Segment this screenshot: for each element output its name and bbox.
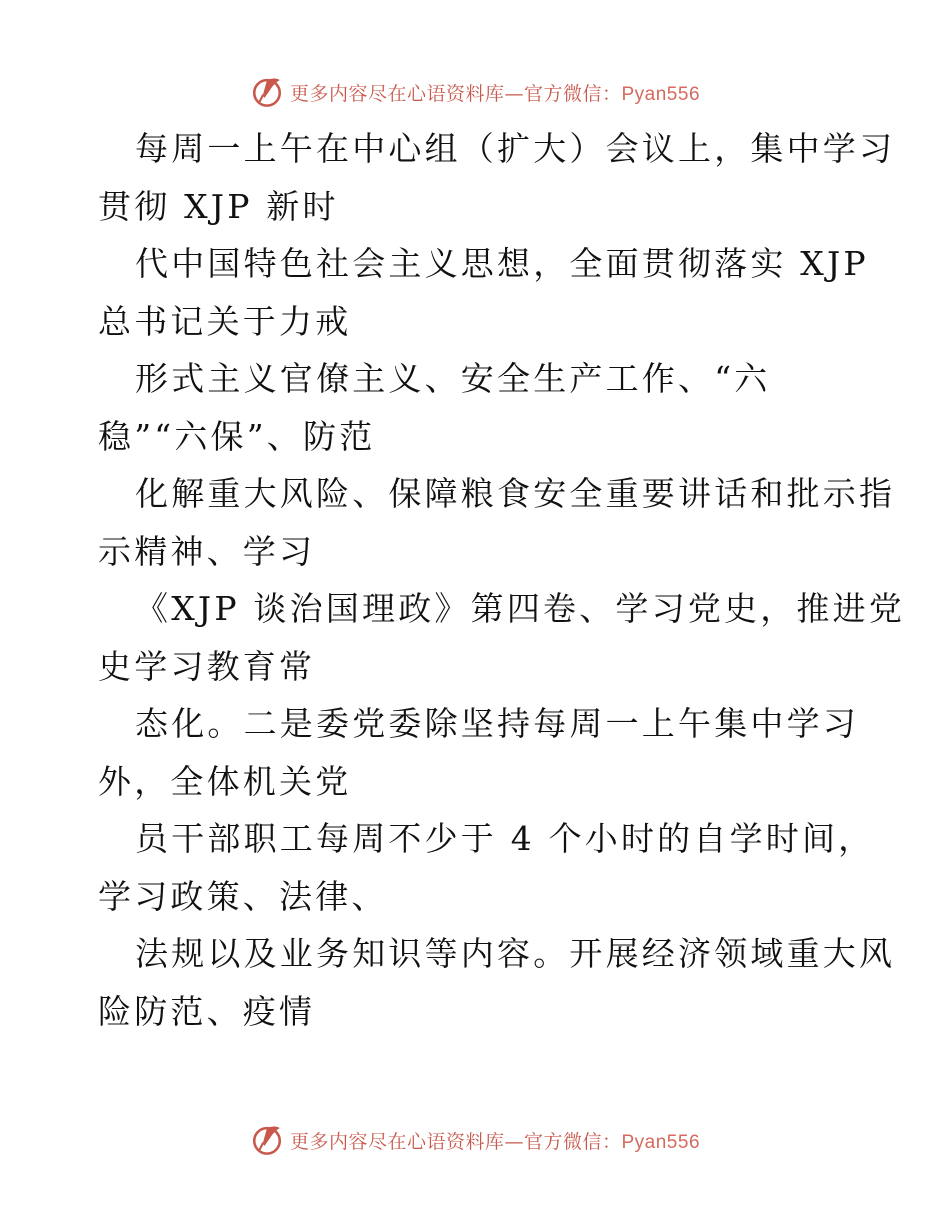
body-line: 稳”“六保”、防范 <box>98 416 376 456</box>
watermark-text <box>290 79 700 106</box>
watermark-account: Pyan556 <box>621 1131 701 1153</box>
body-line: 史学习教育常 <box>98 646 316 686</box>
body-line: 外，全体机关党 <box>98 761 352 801</box>
body-line: 代中国特色社会主义思想，全面贯彻落实 XJP <box>135 244 869 283</box>
watermark-text <box>290 1127 700 1154</box>
body-line: 学习政策、法律、 <box>98 876 388 916</box>
body-line: 总书记关于力戒 <box>98 301 352 341</box>
body-line: 形式主义官僚主义、安全生产工作、“六 <box>135 359 771 398</box>
body-line: 员干部职工每周不少于 4 个小时的自学时间， <box>135 819 875 858</box>
quill-logo-icon <box>250 1123 284 1157</box>
watermark-brand: 更多内容尽在心语资料库 <box>289 82 505 105</box>
header-watermark <box>0 72 950 112</box>
watermark-brand: 更多内容尽在心语资料库 <box>289 1130 505 1153</box>
body-line: 态化。二是委党委除坚持每周一上午集中学习 <box>135 704 859 743</box>
body-line: 每周一上午在中心组（扩大）会议上，集中学习 <box>135 129 896 168</box>
body-line: 《XJP 谈治国理政》第四卷、学习党史，推进党 <box>135 589 906 628</box>
watermark-dash: — <box>504 1130 524 1153</box>
body-line: 贯彻 XJP 新时 <box>98 186 339 226</box>
body-line: 化解重大风险、保障粮食安全重要讲话和批示指 <box>135 474 896 513</box>
quill-logo-icon <box>250 75 284 109</box>
watermark-label: 官方微信： <box>523 1130 622 1153</box>
body-line: 示精神、学习 <box>98 531 316 571</box>
footer-watermark <box>0 1120 950 1160</box>
body-line: 法规以及业务知识等内容。开展经济领域重大风 <box>135 934 896 973</box>
document-body <box>98 120 906 1040</box>
watermark-label: 官方微信： <box>523 82 622 105</box>
watermark-account: Pyan556 <box>621 83 701 105</box>
body-line: 险防范、疫情 <box>98 991 316 1031</box>
watermark-dash: — <box>504 82 524 105</box>
